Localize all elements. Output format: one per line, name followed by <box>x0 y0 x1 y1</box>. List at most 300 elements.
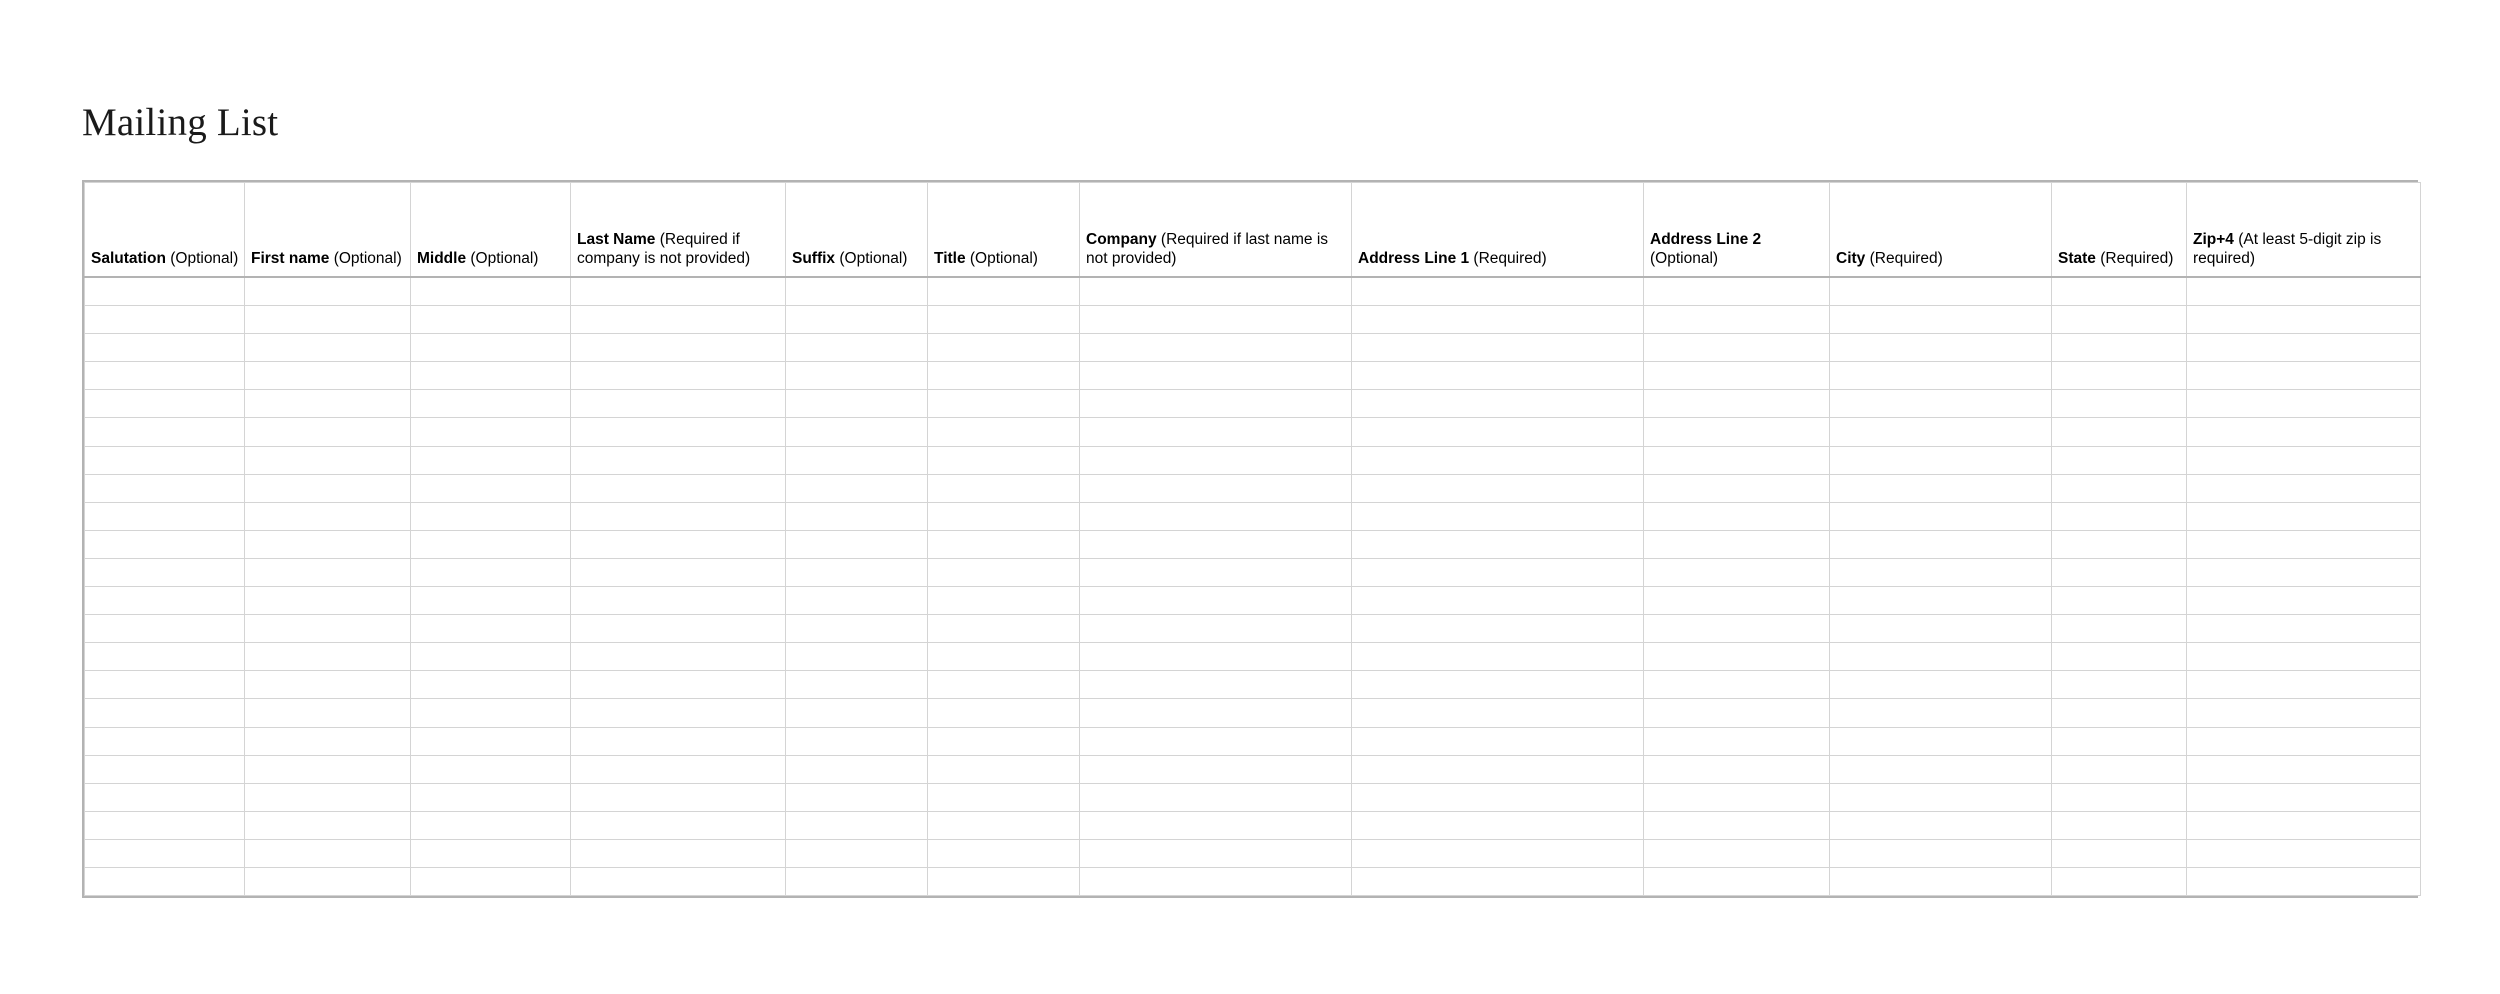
table-cell[interactable] <box>2052 362 2187 390</box>
table-cell[interactable] <box>571 587 786 615</box>
table-cell[interactable] <box>1352 727 1644 755</box>
table-cell[interactable] <box>411 699 571 727</box>
table-cell[interactable] <box>1644 867 1830 895</box>
table-cell[interactable] <box>786 839 928 867</box>
table-cell[interactable] <box>1644 783 1830 811</box>
table-cell[interactable] <box>1644 530 1830 558</box>
table-cell[interactable] <box>85 671 245 699</box>
table-cell[interactable] <box>85 474 245 502</box>
table-cell[interactable] <box>1080 277 1352 306</box>
table-row <box>85 643 2421 671</box>
table-cell[interactable] <box>85 867 245 895</box>
table-cell[interactable] <box>2187 755 2421 783</box>
column-header-label: City (Required) <box>1836 250 1943 268</box>
table-cell[interactable] <box>245 530 411 558</box>
table-cell[interactable] <box>245 671 411 699</box>
table-cell[interactable] <box>411 587 571 615</box>
page-title: Mailing List <box>82 101 279 144</box>
table-cell[interactable] <box>571 334 786 362</box>
table-cell[interactable] <box>786 811 928 839</box>
table-row <box>85 671 2421 699</box>
table-cell[interactable] <box>1080 587 1352 615</box>
table-cell[interactable] <box>1352 615 1644 643</box>
table-cell[interactable] <box>2052 446 2187 474</box>
table-cell[interactable] <box>1352 811 1644 839</box>
table-cell[interactable] <box>928 755 1080 783</box>
table-cell[interactable] <box>85 727 245 755</box>
table-cell[interactable] <box>245 783 411 811</box>
table-cell[interactable] <box>1830 334 2052 362</box>
table-cell[interactable] <box>411 783 571 811</box>
table-cell[interactable] <box>245 558 411 586</box>
table-cell[interactable] <box>1644 755 1830 783</box>
table-cell[interactable] <box>571 362 786 390</box>
table-row <box>85 699 2421 727</box>
table-cell[interactable] <box>571 699 786 727</box>
table-cell[interactable] <box>928 306 1080 334</box>
table-cell[interactable] <box>1080 306 1352 334</box>
table-cell[interactable] <box>85 530 245 558</box>
table-cell[interactable] <box>1352 474 1644 502</box>
table-cell[interactable] <box>2052 699 2187 727</box>
table-cell[interactable] <box>1830 867 2052 895</box>
table-cell[interactable] <box>1830 643 2052 671</box>
table-cell[interactable] <box>1830 418 2052 446</box>
table-cell[interactable] <box>411 558 571 586</box>
table-cell[interactable] <box>571 530 786 558</box>
table-cell[interactable] <box>411 446 571 474</box>
table-cell[interactable] <box>1644 643 1830 671</box>
table-cell[interactable] <box>1352 306 1644 334</box>
table-cell[interactable] <box>2187 306 2421 334</box>
table-cell[interactable] <box>786 783 928 811</box>
table-cell[interactable] <box>85 362 245 390</box>
table-cell[interactable] <box>1644 558 1830 586</box>
table-cell[interactable] <box>411 727 571 755</box>
table-cell[interactable] <box>1352 839 1644 867</box>
table-cell[interactable] <box>411 615 571 643</box>
table-cell[interactable] <box>245 727 411 755</box>
table-cell[interactable] <box>2052 755 2187 783</box>
table-cell[interactable] <box>1830 558 2052 586</box>
table-cell[interactable] <box>411 867 571 895</box>
table-cell[interactable] <box>1080 615 1352 643</box>
table-cell[interactable] <box>2187 277 2421 306</box>
table-cell[interactable] <box>411 643 571 671</box>
table-cell[interactable] <box>571 671 786 699</box>
table-cell[interactable] <box>1352 362 1644 390</box>
table-row <box>85 502 2421 530</box>
table-cell[interactable] <box>928 277 1080 306</box>
table-cell[interactable] <box>786 306 928 334</box>
table-cell[interactable] <box>1830 671 2052 699</box>
table-cell[interactable] <box>1080 811 1352 839</box>
table-cell[interactable] <box>1080 446 1352 474</box>
table-cell[interactable] <box>786 727 928 755</box>
table-cell[interactable] <box>928 418 1080 446</box>
table-cell[interactable] <box>2187 334 2421 362</box>
table-cell[interactable] <box>2052 839 2187 867</box>
table-cell[interactable] <box>1080 530 1352 558</box>
table-cell[interactable] <box>1644 390 1830 418</box>
table-cell[interactable] <box>411 390 571 418</box>
table-cell[interactable] <box>1830 530 2052 558</box>
table-cell[interactable] <box>928 362 1080 390</box>
table-cell[interactable] <box>928 811 1080 839</box>
table-cell[interactable] <box>786 615 928 643</box>
table-cell[interactable] <box>1830 811 2052 839</box>
table-cell[interactable] <box>786 530 928 558</box>
table-cell[interactable] <box>85 755 245 783</box>
table-cell[interactable] <box>85 558 245 586</box>
table-cell[interactable] <box>411 530 571 558</box>
table-cell[interactable] <box>1080 558 1352 586</box>
table-cell[interactable] <box>85 306 245 334</box>
table-cell[interactable] <box>786 558 928 586</box>
table-cell[interactable] <box>411 418 571 446</box>
table-cell[interactable] <box>411 811 571 839</box>
table-cell[interactable] <box>2187 530 2421 558</box>
table-cell[interactable] <box>85 615 245 643</box>
table-cell[interactable] <box>2187 558 2421 586</box>
table-cell[interactable] <box>1080 783 1352 811</box>
table-cell[interactable] <box>1352 699 1644 727</box>
table-cell[interactable] <box>928 839 1080 867</box>
table-cell[interactable] <box>1352 867 1644 895</box>
table-cell[interactable] <box>2187 362 2421 390</box>
table-cell[interactable] <box>1352 502 1644 530</box>
table-cell[interactable] <box>1644 699 1830 727</box>
table-cell[interactable] <box>1352 671 1644 699</box>
table-cell[interactable] <box>786 587 928 615</box>
table-cell[interactable] <box>1830 446 2052 474</box>
table-cell[interactable] <box>1080 334 1352 362</box>
table-cell[interactable] <box>1352 755 1644 783</box>
table-cell[interactable] <box>1644 727 1830 755</box>
table-cell[interactable] <box>2052 811 2187 839</box>
table-cell[interactable] <box>1830 727 2052 755</box>
table-cell[interactable] <box>85 587 245 615</box>
table-cell[interactable] <box>85 446 245 474</box>
table-cell[interactable] <box>245 306 411 334</box>
table-cell[interactable] <box>571 867 786 895</box>
table-cell[interactable] <box>2187 474 2421 502</box>
table-cell[interactable] <box>1830 306 2052 334</box>
table-cell[interactable] <box>571 418 786 446</box>
table-cell[interactable] <box>2187 418 2421 446</box>
table-cell[interactable] <box>85 783 245 811</box>
table-cell[interactable] <box>928 334 1080 362</box>
table-cell[interactable] <box>2187 699 2421 727</box>
table-cell[interactable] <box>411 755 571 783</box>
table-cell[interactable] <box>2052 671 2187 699</box>
table-cell[interactable] <box>571 390 786 418</box>
table-row <box>85 306 2421 334</box>
table-cell[interactable] <box>245 277 411 306</box>
table-cell[interactable] <box>786 277 928 306</box>
table-cell[interactable] <box>928 530 1080 558</box>
table-cell[interactable] <box>1352 643 1644 671</box>
column-header-label: First name (Optional) <box>251 250 402 268</box>
table-cell[interactable] <box>786 643 928 671</box>
column-header-first-name[interactable] <box>245 183 411 278</box>
table-cell[interactable] <box>245 418 411 446</box>
table-cell[interactable] <box>85 418 245 446</box>
table-cell[interactable] <box>1830 783 2052 811</box>
table-cell[interactable] <box>1352 390 1644 418</box>
table-cell[interactable] <box>928 615 1080 643</box>
table-cell[interactable] <box>928 474 1080 502</box>
table-cell[interactable] <box>1352 277 1644 306</box>
table-cell[interactable] <box>786 390 928 418</box>
table-cell[interactable] <box>85 699 245 727</box>
table-cell[interactable] <box>571 306 786 334</box>
table-cell[interactable] <box>928 671 1080 699</box>
table-cell[interactable] <box>245 643 411 671</box>
table-cell[interactable] <box>411 362 571 390</box>
table-cell[interactable] <box>245 390 411 418</box>
table-cell[interactable] <box>1080 839 1352 867</box>
table-cell[interactable] <box>1830 474 2052 502</box>
table-cell[interactable] <box>245 839 411 867</box>
column-header-label: State (Required) <box>2058 250 2174 268</box>
table-cell[interactable] <box>571 277 786 306</box>
table-cell[interactable] <box>1644 334 1830 362</box>
table-cell[interactable] <box>2052 867 2187 895</box>
table-cell[interactable] <box>571 474 786 502</box>
table-cell[interactable] <box>2187 587 2421 615</box>
table-cell[interactable] <box>1830 587 2052 615</box>
table-cell[interactable] <box>411 306 571 334</box>
table-row <box>85 277 2421 306</box>
table-cell[interactable] <box>2052 390 2187 418</box>
table-cell[interactable] <box>1080 418 1352 446</box>
table-cell[interactable] <box>571 839 786 867</box>
table-cell[interactable] <box>2052 306 2187 334</box>
table-cell[interactable] <box>1352 418 1644 446</box>
table-cell[interactable] <box>2187 446 2421 474</box>
table-cell[interactable] <box>411 671 571 699</box>
table-cell[interactable] <box>1830 699 2052 727</box>
table-cell[interactable] <box>1644 277 1830 306</box>
table-row <box>85 839 2421 867</box>
table-cell[interactable] <box>2052 530 2187 558</box>
table-cell[interactable] <box>245 755 411 783</box>
column-header-company[interactable] <box>1080 183 1352 278</box>
table-cell[interactable] <box>928 558 1080 586</box>
table-cell[interactable] <box>1644 839 1830 867</box>
table-cell[interactable] <box>411 474 571 502</box>
table-cell[interactable] <box>1644 362 1830 390</box>
table-cell[interactable] <box>1830 362 2052 390</box>
table-cell[interactable] <box>2187 727 2421 755</box>
column-header-zip-4[interactable] <box>2187 183 2421 278</box>
table-cell[interactable] <box>928 783 1080 811</box>
table-cell[interactable] <box>2187 783 2421 811</box>
table-cell[interactable] <box>85 811 245 839</box>
table-cell[interactable] <box>1080 474 1352 502</box>
table-row <box>85 474 2421 502</box>
column-header-label: Last Name (Required if company is not provided) <box>577 231 751 268</box>
table-cell[interactable] <box>1352 558 1644 586</box>
table-row <box>85 727 2421 755</box>
table-cell[interactable] <box>245 446 411 474</box>
table-cell[interactable] <box>245 587 411 615</box>
table-cell[interactable] <box>2052 727 2187 755</box>
table-cell[interactable] <box>2052 277 2187 306</box>
table-cell[interactable] <box>1352 783 1644 811</box>
table-cell[interactable] <box>928 502 1080 530</box>
table-cell[interactable] <box>786 446 928 474</box>
table-cell[interactable] <box>2187 867 2421 895</box>
table-cell[interactable] <box>1080 502 1352 530</box>
column-header-city[interactable] <box>1830 183 2052 278</box>
table-row <box>85 418 2421 446</box>
table-cell[interactable] <box>1644 671 1830 699</box>
table-cell[interactable] <box>786 502 928 530</box>
table-cell[interactable] <box>1644 587 1830 615</box>
column-header-label: Salutation (Optional) <box>91 250 239 268</box>
table-row <box>85 362 2421 390</box>
table-cell[interactable] <box>571 446 786 474</box>
table-cell[interactable] <box>2052 502 2187 530</box>
table-cell[interactable] <box>85 643 245 671</box>
table-cell[interactable] <box>571 502 786 530</box>
column-header-label: Title (Optional) <box>934 250 1038 268</box>
table-cell[interactable] <box>1644 502 1830 530</box>
table-cell[interactable] <box>571 755 786 783</box>
table-cell[interactable] <box>2187 671 2421 699</box>
table-cell[interactable] <box>928 643 1080 671</box>
column-header-label: Suffix (Optional) <box>792 250 908 268</box>
table-cell[interactable] <box>928 587 1080 615</box>
table-cell[interactable] <box>2052 615 2187 643</box>
mailing-list-table-container <box>82 180 2418 898</box>
table-cell[interactable] <box>571 783 786 811</box>
table-cell[interactable] <box>1830 502 2052 530</box>
column-header-middle[interactable] <box>411 183 571 278</box>
column-header-last-name[interactable] <box>571 183 786 278</box>
table-cell[interactable] <box>2187 390 2421 418</box>
column-header-title[interactable] <box>928 183 1080 278</box>
table-cell[interactable] <box>2187 502 2421 530</box>
column-header-address-line-1[interactable] <box>1352 183 1644 278</box>
table-cell[interactable] <box>1830 615 2052 643</box>
table-cell[interactable] <box>928 727 1080 755</box>
table-cell[interactable] <box>1352 446 1644 474</box>
table-cell[interactable] <box>928 699 1080 727</box>
table-row <box>85 587 2421 615</box>
table-cell[interactable] <box>2052 558 2187 586</box>
column-header-salutation[interactable] <box>85 183 245 278</box>
table-cell[interactable] <box>85 839 245 867</box>
table-cell[interactable] <box>1080 867 1352 895</box>
column-header-label: Address Line 1 (Required) <box>1358 250 1547 268</box>
table-cell[interactable] <box>245 502 411 530</box>
table-cell[interactable] <box>1080 390 1352 418</box>
table-cell[interactable] <box>245 867 411 895</box>
table-cell[interactable] <box>786 474 928 502</box>
table-cell[interactable] <box>1352 334 1644 362</box>
table-cell[interactable] <box>786 334 928 362</box>
table-cell[interactable] <box>2052 643 2187 671</box>
table-cell[interactable] <box>245 699 411 727</box>
table-cell[interactable] <box>85 390 245 418</box>
table-cell[interactable] <box>245 334 411 362</box>
table-cell[interactable] <box>2052 783 2187 811</box>
table-cell[interactable] <box>786 671 928 699</box>
table-cell[interactable] <box>1644 811 1830 839</box>
table-cell[interactable] <box>2052 418 2187 446</box>
table-cell[interactable] <box>245 615 411 643</box>
table-cell[interactable] <box>786 755 928 783</box>
table-cell[interactable] <box>571 558 786 586</box>
table-cell[interactable] <box>571 643 786 671</box>
table-cell[interactable] <box>2187 615 2421 643</box>
table-cell[interactable] <box>2187 811 2421 839</box>
table-cell[interactable] <box>1080 699 1352 727</box>
table-cell[interactable] <box>1644 418 1830 446</box>
table-cell[interactable] <box>2187 839 2421 867</box>
table-cell[interactable] <box>85 334 245 362</box>
table-cell[interactable] <box>1080 362 1352 390</box>
table-cell[interactable] <box>786 867 928 895</box>
table-cell[interactable] <box>2052 474 2187 502</box>
table-row <box>85 446 2421 474</box>
table-cell[interactable] <box>1644 615 1830 643</box>
table-cell[interactable] <box>1352 587 1644 615</box>
column-header-address-line-2[interactable] <box>1644 183 1830 278</box>
table-cell[interactable] <box>1644 306 1830 334</box>
table-cell[interactable] <box>1644 446 1830 474</box>
table-cell[interactable] <box>1080 755 1352 783</box>
table-cell[interactable] <box>245 362 411 390</box>
table-cell[interactable] <box>1830 277 2052 306</box>
table-cell[interactable] <box>1080 671 1352 699</box>
table-cell[interactable] <box>1830 839 2052 867</box>
column-header-state[interactable] <box>2052 183 2187 278</box>
table-cell[interactable] <box>571 615 786 643</box>
table-cell[interactable] <box>411 277 571 306</box>
table-cell[interactable] <box>571 811 786 839</box>
table-cell[interactable] <box>1352 530 1644 558</box>
table-cell[interactable] <box>245 474 411 502</box>
table-cell[interactable] <box>571 727 786 755</box>
table-cell[interactable] <box>1080 643 1352 671</box>
column-header-suffix[interactable] <box>786 183 928 278</box>
table-cell[interactable] <box>1644 474 1830 502</box>
table-cell[interactable] <box>411 502 571 530</box>
table-cell[interactable] <box>411 839 571 867</box>
table-cell[interactable] <box>2052 587 2187 615</box>
table-cell[interactable] <box>1830 390 2052 418</box>
table-cell[interactable] <box>2052 334 2187 362</box>
table-cell[interactable] <box>85 277 245 306</box>
table-cell[interactable] <box>928 446 1080 474</box>
table-cell[interactable] <box>1080 727 1352 755</box>
mailing-list-table <box>84 182 2421 896</box>
table-cell[interactable] <box>786 418 928 446</box>
table-cell[interactable] <box>786 699 928 727</box>
table-cell[interactable] <box>245 811 411 839</box>
table-cell[interactable] <box>928 867 1080 895</box>
table-cell[interactable] <box>1830 755 2052 783</box>
table-cell[interactable] <box>411 334 571 362</box>
table-cell[interactable] <box>85 502 245 530</box>
table-cell[interactable] <box>2187 643 2421 671</box>
table-cell[interactable] <box>786 362 928 390</box>
table-cell[interactable] <box>928 390 1080 418</box>
